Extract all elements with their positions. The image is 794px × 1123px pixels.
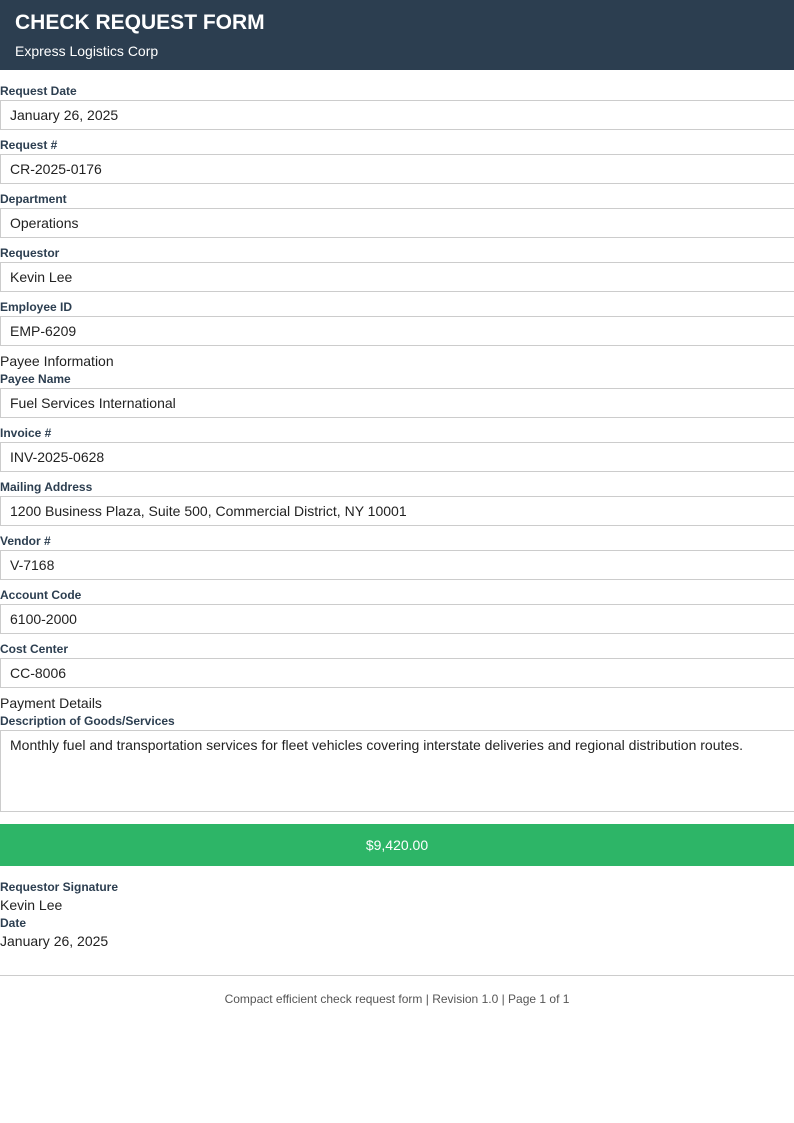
company-name: Express Logistics Corp [15,43,159,59]
cost-center-value: CC-8006 [10,665,67,681]
invoice-number-value: INV-2025-0628 [10,449,105,465]
request-number-label: Request # [0,138,58,152]
cost-center-label: Cost Center [0,642,69,656]
mailing-address-field[interactable] [0,496,794,526]
payee-name-label: Payee Name [0,372,71,386]
department-field[interactable] [0,208,794,238]
invoice-number-label: Invoice # [0,426,52,440]
department-label: Department [0,192,67,206]
signature-value: Kevin Lee [0,897,63,913]
requestor-field[interactable] [0,262,794,292]
amount-banner [0,824,794,866]
payment-section-heading: Payment Details [0,695,102,711]
cost-center-field[interactable] [0,658,794,688]
request-date-label: Request Date [0,84,77,98]
description-label: Description of Goods/Services [0,714,175,728]
request-date-value: January 26, 2025 [10,107,119,123]
payee-section-heading: Payee Information [0,353,114,369]
signature-date-label: Date [0,916,27,930]
description-value: Monthly fuel and transportation services for fleet vehicles covering interstate deliveries and regional distribution routes. [10,737,744,753]
employee-id-field[interactable] [0,316,794,346]
account-code-value: 6100-2000 [10,611,77,627]
signature-label: Requestor Signature [0,880,119,894]
vendor-number-field[interactable] [0,550,794,580]
requestor-label: Requestor [0,246,60,260]
request-number-value: CR-2025-0176 [10,161,102,177]
employee-id-value: EMP-6209 [10,323,77,339]
description-field[interactable] [0,730,794,812]
form-title: CHECK REQUEST FORM [15,11,265,34]
request-date-field[interactable] [0,100,794,130]
vendor-number-value: V-7168 [10,557,55,573]
requestor-value: Kevin Lee [10,269,73,285]
amount-value: $9,420.00 [365,837,429,853]
account-code-field[interactable] [0,604,794,634]
account-code-label: Account Code [0,588,82,602]
payee-name-field[interactable] [0,388,794,418]
mailing-address-value: 1200 Business Plaza, Suite 500, Commercial District, NY 10001 [10,503,407,519]
page-footer: Compact efficient check request form | Revision 1.0 | Page 1 of 1 [224,992,570,1006]
payee-name-value: Fuel Services International [10,395,176,411]
employee-id-label: Employee ID [0,300,73,314]
form-header [0,0,794,70]
department-value: Operations [10,215,79,231]
invoice-number-field[interactable] [0,442,794,472]
request-number-field[interactable] [0,154,794,184]
footer-divider [0,975,794,976]
signature-date-value: January 26, 2025 [0,933,109,949]
vendor-number-label: Vendor # [0,534,51,548]
mailing-address-label: Mailing Address [0,480,93,494]
